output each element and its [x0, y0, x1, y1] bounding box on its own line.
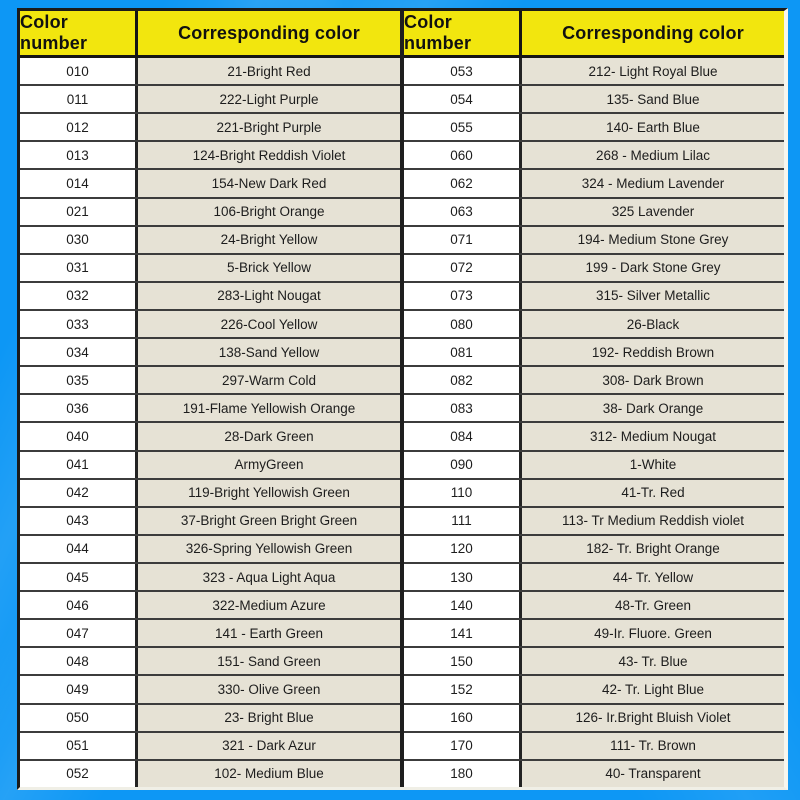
table-row [404, 199, 784, 227]
corresponding-color-cell: 321 - Dark Azur [138, 733, 400, 759]
table-header-left [20, 11, 400, 58]
table-row [20, 199, 400, 227]
column-header-color-number: Color number [404, 11, 522, 55]
corresponding-color-cell: 324 - Medium Lavender [522, 170, 784, 196]
table-row [404, 339, 784, 367]
table-row [20, 311, 400, 339]
table-row [404, 395, 784, 423]
table-row [404, 114, 784, 142]
color-number-cell: 046 [20, 592, 138, 618]
color-number-cell: 111 [404, 508, 522, 534]
corresponding-color-cell: 326-Spring Yellowish Green [138, 536, 400, 562]
table-row [404, 620, 784, 648]
table-row [20, 283, 400, 311]
table-row [20, 255, 400, 283]
color-number-cell: 014 [20, 170, 138, 196]
color-number-cell: 040 [20, 423, 138, 449]
corresponding-color-cell: 106-Bright Orange [138, 199, 400, 225]
column-header-corresponding-color: Corresponding color [562, 22, 744, 43]
table-row [404, 283, 784, 311]
corresponding-color-cell: 182- Tr. Bright Orange [522, 536, 784, 562]
color-number-cell: 044 [20, 536, 138, 562]
corresponding-color-cell: 23- Bright Blue [138, 705, 400, 731]
color-number-cell: 063 [404, 199, 522, 225]
table-row [404, 536, 784, 564]
corresponding-color-cell: 26-Black [522, 311, 784, 337]
table-row [404, 142, 784, 170]
corresponding-color-cell: 194- Medium Stone Grey [522, 227, 784, 253]
table-row [20, 142, 400, 170]
color-number-cell: 082 [404, 367, 522, 393]
table-header-right [404, 11, 784, 58]
color-number-cell: 011 [20, 86, 138, 112]
color-number-cell: 043 [20, 508, 138, 534]
color-number-cell: 140 [404, 592, 522, 618]
table-row [20, 480, 400, 508]
table-row [20, 86, 400, 114]
table-row [404, 452, 784, 480]
color-number-cell: 081 [404, 339, 522, 365]
column-header-color-number: Color number [20, 11, 138, 55]
color-number-cell: 013 [20, 142, 138, 168]
color-number-cell: 120 [404, 536, 522, 562]
corresponding-color-cell: 44- Tr. Yellow [522, 564, 784, 590]
color-number-cell: 062 [404, 170, 522, 196]
table-row [20, 676, 400, 704]
color-number-cell: 036 [20, 395, 138, 421]
color-number-cell: 033 [20, 311, 138, 337]
color-number-cell: 049 [20, 676, 138, 702]
table-row [404, 761, 784, 787]
corresponding-color-cell: 140- Earth Blue [522, 114, 784, 140]
color-number-cell: 060 [404, 142, 522, 168]
corresponding-color-cell: 124-Bright Reddish Violet [138, 142, 400, 168]
table-row [20, 114, 400, 142]
table-row [20, 227, 400, 255]
corresponding-color-cell: 222-Light Purple [138, 86, 400, 112]
color-number-cell: 034 [20, 339, 138, 365]
corresponding-color-cell: 37-Bright Green Bright Green [138, 508, 400, 534]
color-number-cell: 180 [404, 761, 522, 787]
table-row [404, 255, 784, 283]
corresponding-color-cell: 102- Medium Blue [138, 761, 400, 787]
table-row [404, 170, 784, 198]
color-number-cell: 035 [20, 367, 138, 393]
corresponding-color-cell: 212- Light Royal Blue [522, 58, 784, 84]
corresponding-color-cell: 42- Tr. Light Blue [522, 676, 784, 702]
table-row [20, 508, 400, 536]
corresponding-color-cell: 38- Dark Orange [522, 395, 784, 421]
corresponding-color-cell: 221-Bright Purple [138, 114, 400, 140]
table-row [20, 761, 400, 787]
color-number-cell: 084 [404, 423, 522, 449]
corresponding-color-cell: 40- Transparent [522, 761, 784, 787]
color-number-cell: 090 [404, 452, 522, 478]
corresponding-color-cell: 226-Cool Yellow [138, 311, 400, 337]
table-row [404, 592, 784, 620]
table-body-left [20, 58, 400, 787]
corresponding-color-cell: 199 - Dark Stone Grey [522, 255, 784, 281]
table-row [404, 423, 784, 451]
table-row [404, 508, 784, 536]
corresponding-color-cell: 113- Tr Medium Reddish violet [522, 508, 784, 534]
corresponding-color-cell: 43- Tr. Blue [522, 648, 784, 674]
color-number-cell: 071 [404, 227, 522, 253]
table-row [20, 733, 400, 761]
corresponding-color-cell: 135- Sand Blue [522, 86, 784, 112]
corresponding-color-cell: 283-Light Nougat [138, 283, 400, 309]
table-row [20, 395, 400, 423]
corresponding-color-cell: 1-White [522, 452, 784, 478]
corresponding-color-cell: 5-Brick Yellow [138, 255, 400, 281]
table-row [20, 564, 400, 592]
table-row [20, 592, 400, 620]
color-number-cell: 052 [20, 761, 138, 787]
color-number-cell: 047 [20, 620, 138, 646]
color-table-right [400, 11, 784, 787]
color-number-cell: 152 [404, 676, 522, 702]
color-number-cell: 010 [20, 58, 138, 84]
corresponding-color-cell: 21-Bright Red [138, 58, 400, 84]
color-number-cell: 048 [20, 648, 138, 674]
corresponding-color-cell: 192- Reddish Brown [522, 339, 784, 365]
corresponding-color-cell: 138-Sand Yellow [138, 339, 400, 365]
color-number-cell: 041 [20, 452, 138, 478]
column-header-corresponding-color: Corresponding color [178, 22, 360, 43]
table-row [20, 339, 400, 367]
color-number-cell: 012 [20, 114, 138, 140]
corresponding-color-cell: 308- Dark Brown [522, 367, 784, 393]
corresponding-color-cell: 126- Ir.Bright Bluish Violet [522, 705, 784, 731]
color-number-cell: 141 [404, 620, 522, 646]
table-row [404, 705, 784, 733]
corresponding-color-cell: 28-Dark Green [138, 423, 400, 449]
table-row [20, 536, 400, 564]
table-row [404, 86, 784, 114]
table-row [404, 648, 784, 676]
color-reference-tables [17, 8, 788, 790]
corresponding-color-cell: 330- Olive Green [138, 676, 400, 702]
color-number-cell: 053 [404, 58, 522, 84]
color-number-cell: 030 [20, 227, 138, 253]
table-row [20, 705, 400, 733]
color-number-cell: 110 [404, 480, 522, 506]
color-number-cell: 050 [20, 705, 138, 731]
color-table-left [20, 11, 400, 787]
table-row [20, 620, 400, 648]
corresponding-color-cell: 297-Warm Cold [138, 367, 400, 393]
corresponding-color-cell: 154-New Dark Red [138, 170, 400, 196]
table-row [404, 367, 784, 395]
color-number-cell: 054 [404, 86, 522, 112]
corresponding-color-cell: 48-Tr. Green [522, 592, 784, 618]
table-row [404, 480, 784, 508]
color-number-cell: 032 [20, 283, 138, 309]
corresponding-color-cell: 151- Sand Green [138, 648, 400, 674]
color-number-cell: 073 [404, 283, 522, 309]
color-number-cell: 083 [404, 395, 522, 421]
corresponding-color-cell: 325 Lavender [522, 199, 784, 225]
color-number-cell: 042 [20, 480, 138, 506]
color-number-cell: 045 [20, 564, 138, 590]
corresponding-color-cell: 141 - Earth Green [138, 620, 400, 646]
color-number-cell: 055 [404, 114, 522, 140]
table-row [404, 227, 784, 255]
corresponding-color-cell: 49-Ir. Fluore. Green [522, 620, 784, 646]
color-number-cell: 160 [404, 705, 522, 731]
table-row [20, 452, 400, 480]
table-row [20, 648, 400, 676]
corresponding-color-cell: 119-Bright Yellowish Green [138, 480, 400, 506]
table-row [404, 311, 784, 339]
corresponding-color-cell: 322-Medium Azure [138, 592, 400, 618]
color-number-cell: 051 [20, 733, 138, 759]
corresponding-color-cell: 24-Bright Yellow [138, 227, 400, 253]
color-number-cell: 072 [404, 255, 522, 281]
color-number-cell: 021 [20, 199, 138, 225]
color-number-cell: 170 [404, 733, 522, 759]
table-row [20, 367, 400, 395]
corresponding-color-cell: 111- Tr. Brown [522, 733, 784, 759]
corresponding-color-cell: 323 - Aqua Light Aqua [138, 564, 400, 590]
corresponding-color-cell: ArmyGreen [138, 452, 400, 478]
corresponding-color-cell: 41-Tr. Red [522, 480, 784, 506]
color-number-cell: 130 [404, 564, 522, 590]
color-number-cell: 031 [20, 255, 138, 281]
table-row [20, 170, 400, 198]
table-row [20, 423, 400, 451]
table-row [404, 564, 784, 592]
corresponding-color-cell: 268 - Medium Lilac [522, 142, 784, 168]
table-body-right [404, 58, 784, 787]
table-row [404, 733, 784, 761]
table-row [404, 58, 784, 86]
color-number-cell: 080 [404, 311, 522, 337]
corresponding-color-cell: 312- Medium Nougat [522, 423, 784, 449]
color-number-cell: 150 [404, 648, 522, 674]
table-row [404, 676, 784, 704]
table-row [20, 58, 400, 86]
corresponding-color-cell: 315- Silver Metallic [522, 283, 784, 309]
corresponding-color-cell: 191-Flame Yellowish Orange [138, 395, 400, 421]
